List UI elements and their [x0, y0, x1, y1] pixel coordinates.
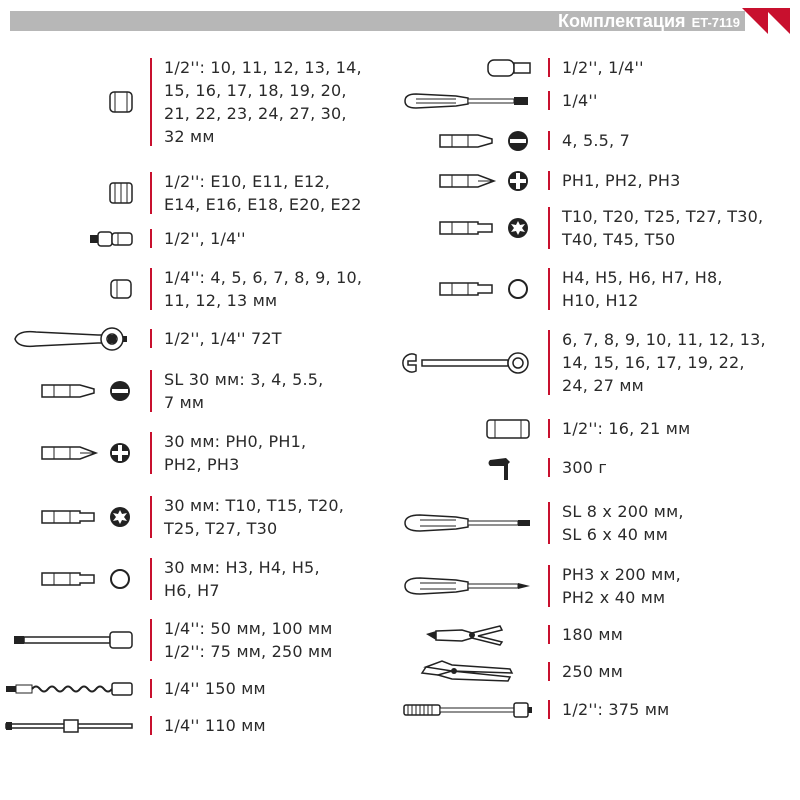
description-line: PH1, PH2, PH3 [562, 171, 681, 190]
description-line: 1/2'', 1/4'' [562, 58, 644, 77]
description-line: PH3 x 200 мм, [562, 565, 681, 584]
separator-line [150, 619, 152, 661]
description-line: SL 8 x 200 мм, [562, 502, 684, 521]
description-line: 1/4'': 4, 5, 6, 7, 8, 9, 10, [164, 268, 363, 287]
torx-bit-icon [0, 494, 144, 540]
spark-plug-socket-icon [400, 417, 542, 440]
separator-line [548, 330, 550, 395]
phillips-screwdriver-icon [400, 563, 542, 609]
separator-line [548, 171, 550, 190]
item-description [562, 500, 684, 546]
separator-line [548, 502, 550, 544]
description-line: T40, T45, T50 [562, 230, 676, 249]
water-pump-pliers-icon [400, 660, 542, 683]
torx-socket-icon [0, 170, 144, 216]
description-line: 1/2'': E10, E11, E12, [164, 172, 331, 191]
item-description [164, 227, 246, 250]
small-socket-icon [0, 266, 144, 312]
description-line: 1/4'' 110 мм [164, 716, 266, 735]
description-line: 14, 15, 16, 17, 19, 22, [562, 353, 745, 372]
separator-line [548, 268, 550, 310]
flexible-extension-icon [0, 677, 144, 700]
item-description [562, 563, 681, 609]
combination-wrench-icon [400, 328, 542, 397]
item-description [164, 430, 306, 476]
ratchet-icon [0, 327, 144, 350]
item-description [164, 368, 323, 414]
separator-line [150, 172, 152, 214]
separator-line [548, 565, 550, 607]
description-line: 1/4'': 50 мм, 100 мм [164, 619, 333, 638]
title-text: Комплектация [557, 11, 686, 31]
description-line: 1/4'' 150 мм [164, 679, 266, 698]
item-description [164, 327, 282, 350]
header [0, 8, 800, 34]
separator-line [150, 370, 152, 412]
header-accent-triangle-2 [764, 8, 790, 34]
torx-bit-icon [400, 205, 542, 251]
separator-line [548, 419, 550, 438]
breaker-bar-icon [400, 698, 542, 721]
description-line: 32 мм [164, 127, 215, 146]
hammer-icon [400, 456, 542, 479]
description-line: 1/2'': 75 мм, 250 мм [164, 642, 333, 661]
bit-adapter-icon [400, 56, 542, 79]
separator-line [548, 207, 550, 249]
slotted-bit-icon [400, 129, 542, 152]
header-title [558, 11, 740, 31]
description-line: 30 мм: T10, T15, T20, [164, 496, 345, 515]
description-line: T10, T20, T25, T27, T30, [562, 207, 764, 226]
separator-line [150, 58, 152, 146]
separator-line [548, 662, 550, 681]
separator-line [150, 679, 152, 698]
item-description [562, 623, 623, 646]
item-description [164, 170, 362, 216]
item-description [164, 494, 344, 540]
item-description [562, 89, 598, 112]
description-line: E14, E16, E18, E20, E22 [164, 195, 362, 214]
separator-line [150, 229, 152, 248]
separator-line [548, 625, 550, 644]
separator-line [150, 432, 152, 474]
separator-line [548, 458, 550, 477]
item-description [562, 660, 623, 683]
pliers-icon [400, 623, 542, 646]
description-line: 300 г [562, 458, 608, 477]
separator-line [548, 58, 550, 77]
description-line: 7 мм [164, 393, 205, 412]
description-line: T25, T27, T30 [164, 519, 278, 538]
description-line: PH2, PH3 [164, 455, 240, 474]
item-description [562, 56, 644, 79]
item-description [562, 169, 681, 192]
separator-line [150, 329, 152, 348]
separator-line [150, 268, 152, 310]
description-line: H4, H5, H6, H7, H8, [562, 268, 723, 287]
item-description [562, 456, 607, 479]
description-line: 1/2'': 375 мм [562, 700, 670, 719]
description-line: 1/2'', 1/4'' 72T [164, 329, 282, 348]
description-line: PH2 x 40 мм [562, 588, 666, 607]
description-line: 250 мм [562, 662, 623, 681]
description-line: 30 мм: H3, H4, H5, [164, 558, 320, 577]
description-line: 15, 16, 17, 18, 19, 20, [164, 81, 347, 100]
socket-icon [0, 56, 144, 148]
description-line: SL 30 мм: 3, 4, 5.5, [164, 370, 324, 389]
description-line: 1/4'' [562, 91, 598, 110]
model-text: ET-7119 [691, 15, 740, 30]
description-line: H10, H12 [562, 291, 639, 310]
description-line: 30 мм: PH0, PH1, [164, 432, 307, 451]
description-line: 11, 12, 13 мм [164, 291, 278, 310]
item-description [562, 205, 763, 251]
description-line: 180 мм [562, 625, 623, 644]
t-handle-icon [0, 714, 144, 737]
separator-line [150, 716, 152, 735]
phillips-bit-icon [0, 430, 144, 476]
extension-bar-icon [0, 617, 144, 663]
separator-line [548, 91, 550, 110]
hex-bit-icon [400, 266, 542, 312]
description-line: SL 6 x 40 мм [562, 525, 668, 544]
item-description [164, 56, 362, 148]
description-line: 21, 22, 23, 24, 27, 30, [164, 104, 347, 123]
item-description [164, 617, 333, 663]
separator-line [548, 700, 550, 719]
item-description [562, 129, 630, 152]
bit-driver-icon [400, 89, 542, 112]
item-description [562, 266, 723, 312]
slotted-screwdriver-icon [400, 500, 542, 546]
universal-joint-icon [0, 227, 144, 250]
item-description [562, 328, 766, 397]
separator-line [150, 496, 152, 538]
separator-line [150, 558, 152, 600]
item-description [164, 556, 320, 602]
description-line: H6, H7 [164, 581, 220, 600]
description-line: 1/2'', 1/4'' [164, 229, 246, 248]
phillips-bit-icon [400, 169, 542, 192]
description-line: 4, 5.5, 7 [562, 131, 630, 150]
description-line: 6, 7, 8, 9, 10, 11, 12, 13, [562, 330, 766, 349]
item-description [164, 714, 266, 737]
description-line: 24, 27 мм [562, 376, 644, 395]
item-description [164, 677, 266, 700]
slotted-bit-icon [0, 368, 144, 414]
separator-line [548, 131, 550, 150]
item-description [562, 417, 690, 440]
description-line: 1/2'': 10, 11, 12, 13, 14, [164, 58, 362, 77]
hex-bit-icon [0, 556, 144, 602]
item-description [562, 698, 669, 721]
description-line: 1/2'': 16, 21 мм [562, 419, 691, 438]
item-description [164, 266, 362, 312]
